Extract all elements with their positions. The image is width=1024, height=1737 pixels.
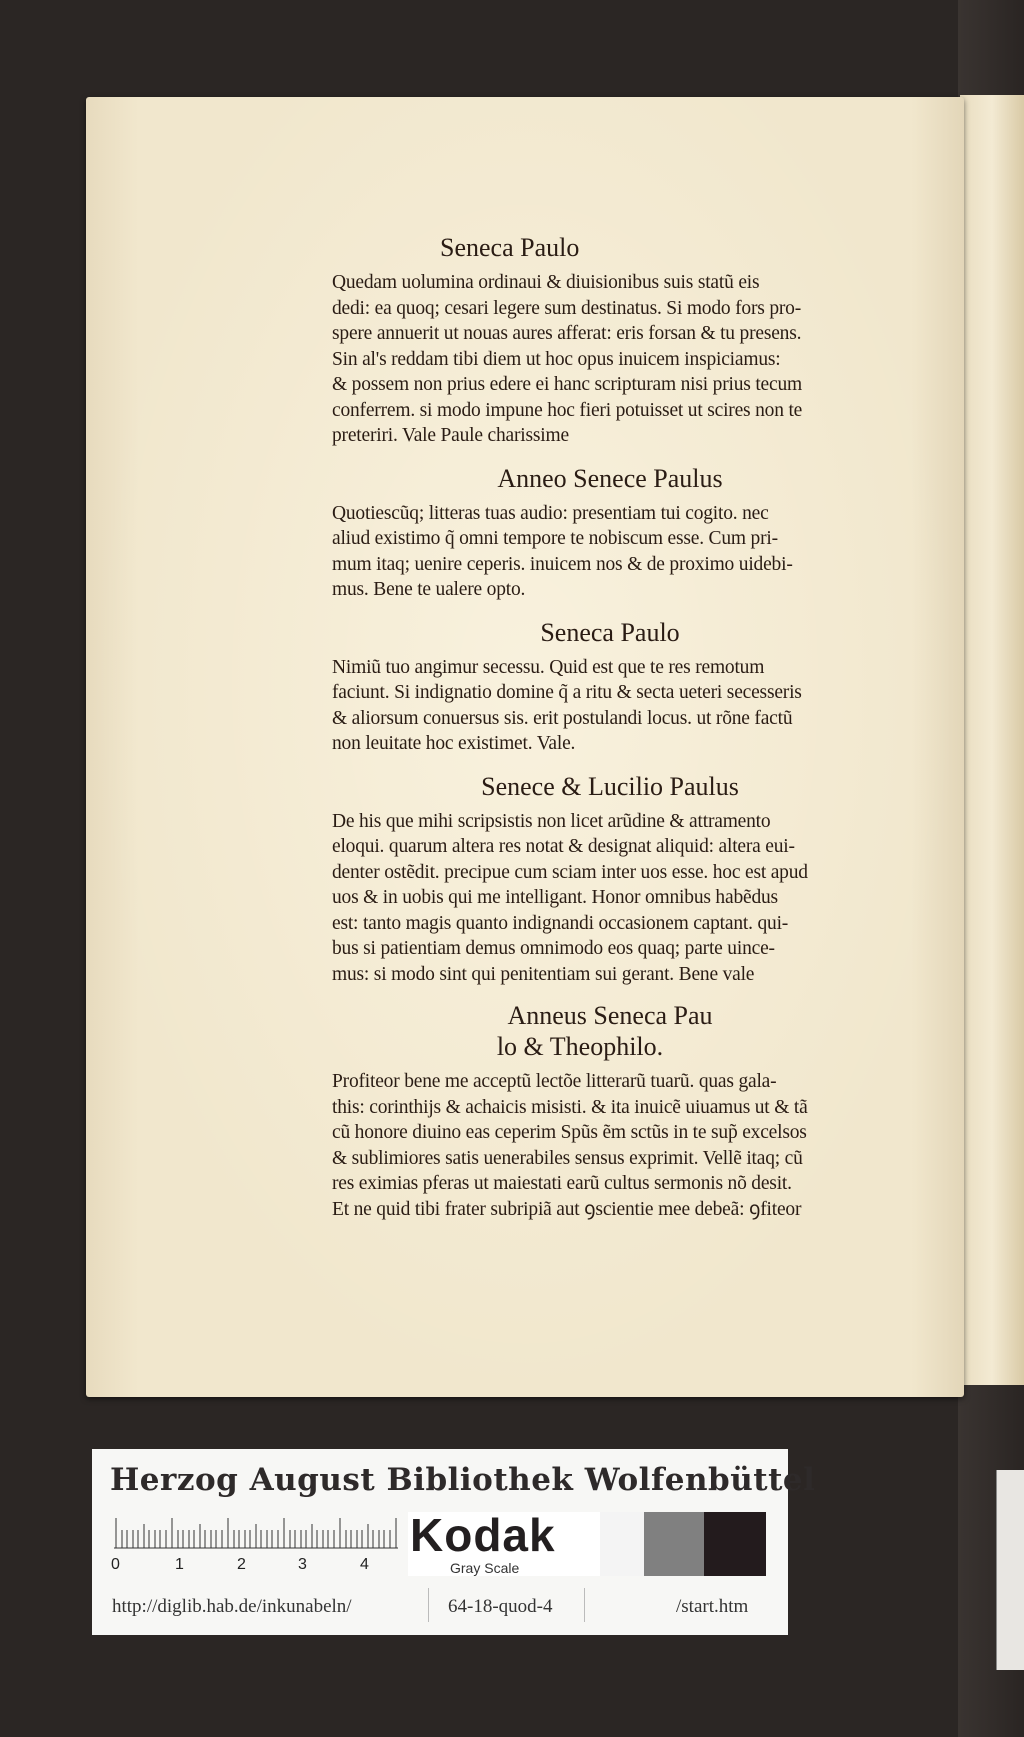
gray-patch-dark <box>704 1512 766 1576</box>
text-line: Quotiescũq; litteras tuas audio: presentiam tui cogito. nec <box>332 502 769 524</box>
text-line: faciunt. Si indignatio domine q̃ a ritu & secta ueteri secesseris <box>332 682 802 703</box>
side-card <box>996 1470 1024 1670</box>
letter-section <box>332 463 888 603</box>
ruler-label: 0 <box>111 1556 120 1573</box>
text-line: De his que mihi scripsistis non licet arũdine & attramento <box>332 810 771 832</box>
text-line: mus. Bene te ualere opto. <box>332 579 526 600</box>
text-line: mus: si modo sint qui penitentiam sui gerant. Bene vale <box>332 963 755 985</box>
text-line: non leuitate hoc existimet. Vale. <box>332 733 576 754</box>
url-id: 64-18-quod-4 <box>448 1596 553 1617</box>
url-divider <box>584 1588 585 1622</box>
ruler-scale <box>114 1512 398 1556</box>
ruler-label: 3 <box>298 1556 307 1573</box>
text-line: & sublimiores satis uenerabiles sensus exprimit. Vellẽ itaq; cũ <box>332 1147 803 1169</box>
letter-heading: Seneca Paulo <box>540 617 680 647</box>
text-line: dedi: ea quoq; cesari legere sum destinatus. Si modo fors pro- <box>332 297 802 319</box>
letter-heading: Anneus Seneca Pau <box>507 1001 713 1030</box>
text-line: denter ostẽdit. precipue cum sciam inter uos esse. hoc est apud <box>332 861 808 883</box>
gray-patch-mid <box>644 1512 704 1576</box>
text-line: Quedam uolumina ordinaui & diuisionibus suis statũ eis <box>332 272 760 293</box>
text-line: uos & in uobis qui me intelligant. Honor omnibus habẽdus <box>332 887 778 908</box>
text-line: Et ne quid tibi frater subripiã aut ꝯscientie mee debeã: ꝯfiteor <box>332 1198 802 1220</box>
text-line: & possem non prius edere ei hanc scripturam nisi prius tecum <box>332 374 802 395</box>
url-base: http://diglib.hab.de/inkunabeln/ <box>112 1596 352 1617</box>
text-line: eloqui. quarum altera res notat & designat aliquid: altera eui- <box>332 836 795 857</box>
text-line: & aliorsum conuersus sis. erit postulandi locus. ut rõne factũ <box>332 707 793 729</box>
next-page-edge <box>960 95 1024 1385</box>
text-line: Profiteor bene me acceptũ lectõe litterarũ tuarũ. quas gala- <box>332 1071 777 1092</box>
gray-patch-white <box>600 1512 644 1576</box>
letter-section <box>332 771 888 988</box>
ruler-label: 1 <box>175 1556 184 1573</box>
text-line: cũ honore diuino eas ceperim Spũs ẽm sctũs in te sup̃ excelsos <box>332 1122 807 1143</box>
text-line: res eximias pferas ut maiestati earũ cultus sermonis nõ desit. <box>332 1173 792 1194</box>
text-line: bus si patientiam demus omnimodo eos quaq; parte uince- <box>332 938 775 959</box>
text-line: preteriri. Vale Paule charissime <box>332 425 569 446</box>
letter-section <box>332 617 888 757</box>
library-title: Herzog August Bibliothek Wolfenbüttel <box>110 1462 816 1498</box>
page-text <box>332 232 888 1236</box>
ruler-label: 2 <box>237 1556 246 1573</box>
text-line: aliud existimo q̃ omni tempore te nobiscum esse. Cum pri- <box>332 528 778 549</box>
letter-heading: Seneca Paulo <box>440 233 580 262</box>
gray-scale-label: Gray Scale <box>450 1560 520 1576</box>
letter-section <box>332 232 888 449</box>
text-line: est: tanto magis quanto indignandi occasionem captant. qui- <box>332 912 789 934</box>
text-line: Nimiũ tuo angimur secessu. Quid est que te res remotum <box>332 656 765 678</box>
letter-section <box>332 1001 888 1222</box>
letter-heading: Senece & Lucilio Paulus <box>481 771 739 801</box>
letter-heading: Anneo Senece Paulus <box>497 463 723 493</box>
text-line: conferrem. si modo impune hoc fieri potuisset ut scires non te <box>332 399 803 421</box>
text-line: mum itaq; uenire ceperis. inuicem nos & de proximo uidebi- <box>332 553 793 575</box>
ruler-label: 4 <box>360 1556 369 1573</box>
kodak-logo: Kodak <box>410 1509 556 1561</box>
url-suffix: /start.htm <box>676 1596 749 1617</box>
url-divider <box>428 1588 429 1622</box>
text-line: spere annuerit ut nouas aures afferat: eris forsan & tu presens. <box>332 323 802 344</box>
letter-heading: lo & Theophilo. <box>496 1032 664 1061</box>
text-line: Sin al's reddam tibi diem ut hoc opus inuicem inspiciamus: <box>332 348 781 370</box>
text-line: this: corinthijs & achaicis misisti. & ita inuicẽ uiuamus ut & tã <box>332 1096 808 1118</box>
